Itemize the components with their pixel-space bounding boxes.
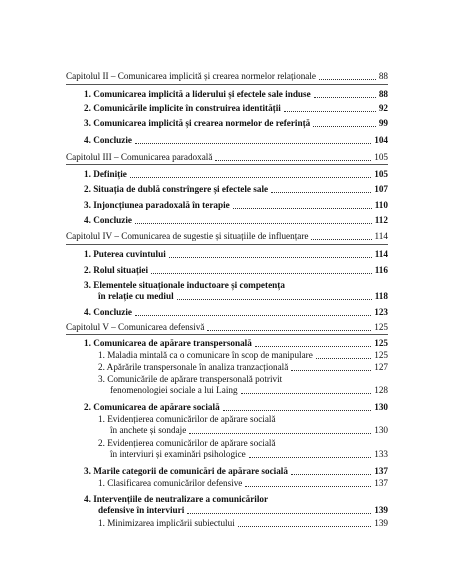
leader-dots — [314, 97, 376, 98]
leader-dots — [233, 208, 372, 209]
chapter-2-title: Capitolul II – Comunicarea implicită și crearea normelor relaționale — [66, 71, 317, 81]
leader-dots — [187, 513, 371, 514]
leader-dots — [284, 111, 376, 112]
chapter-2-heading — [66, 71, 388, 82]
leader-dots — [169, 257, 372, 258]
toc-section: 3. Marile categorii de comunicări de apărare socială 137 — [84, 466, 388, 476]
toc-section: defensive în interviuri 139 — [98, 505, 388, 515]
toc-entry-first-line: 3. Elementele situaționale inductoare și competența — [84, 280, 285, 290]
leader-dots — [135, 315, 371, 316]
toc-subentry: în interviuri și examinări psihologice 133 — [110, 449, 388, 459]
toc-section-first-line: 4. Intervențiile de neutralizare a comunicărilor — [84, 494, 269, 504]
toc-entry: 1. Definiție 105 — [84, 169, 388, 179]
toc-section: 2. Comunicarea de apărare socială 130 — [84, 402, 388, 412]
toc-entry: 2. Situația de dublă constrîngere și efectele sale 107 — [84, 184, 388, 194]
toc-entry: 2. Comunicările implicite în construirea identității 92 — [84, 103, 388, 113]
chapter-5-heading: Capitolul V – Comunicarea defensivă 125 — [66, 322, 388, 332]
leader-dots — [241, 393, 372, 394]
leader-dots — [177, 299, 372, 300]
toc-subentry-first-line: 1. Evidențierea comunicărilor de apărare socială — [98, 414, 276, 424]
chapter-5-rule — [66, 334, 388, 335]
toc-subentry: 1. Clasificarea comunicărilor defensive 137 — [98, 478, 388, 488]
leader-dots — [215, 160, 371, 161]
leader-dots — [245, 486, 371, 487]
leader-dots — [135, 143, 371, 144]
chapter-3-heading: Capitolul III – Comunicarea paradoxală 105 — [66, 152, 388, 162]
leader-dots — [223, 410, 372, 411]
leader-dots — [291, 474, 371, 475]
chapter-4-rule — [66, 244, 388, 245]
leader-dots — [189, 433, 371, 434]
toc-entry: 4. Concluzie 123 — [84, 307, 388, 317]
leader-dots — [313, 126, 376, 127]
leader-dots — [130, 177, 371, 178]
chapter-2-page: 88 — [378, 71, 388, 81]
toc-entry: 4. Concluzie 112 — [84, 215, 388, 225]
leader-dots — [319, 79, 376, 80]
toc-entry: 3. Comunicarea implicită și crearea normelor de referință 99 — [84, 118, 388, 128]
toc-entry: în relație cu mediul 118 — [98, 291, 388, 301]
toc-entry: 4. Concluzie 104 — [84, 135, 388, 145]
toc-subentry: 1. Maladia mintală ca o comunicare în scop de manipulare 125 — [98, 350, 388, 360]
leader-dots — [291, 370, 371, 371]
toc-entry: 1. Puterea cuvintului 114 — [84, 249, 388, 259]
toc-entry: 3. Injoncțiunea paradoxală în terapie 110 — [84, 200, 388, 210]
toc-subentry: fenomenologiei sociale a lui Laing 128 — [110, 385, 388, 395]
leader-dots — [207, 330, 371, 331]
leader-dots — [271, 192, 371, 193]
toc-entry: 2. Rolul situației 116 — [84, 265, 388, 275]
toc-subentry: în anchete și sondaje 130 — [110, 425, 388, 435]
toc-entry: 1. Comunicarea implicită a liderului și efectele sale induse 88 — [84, 89, 388, 99]
chapter-2-rule — [66, 84, 388, 85]
leader-dots — [255, 346, 371, 347]
toc-subentry: 1. Minimizarea implicării subiectului 139 — [98, 518, 388, 528]
leader-dots — [249, 457, 371, 458]
chapter-4-heading: Capitolul IV – Comunicarea de sugestie și situațiile de influențare 114 — [66, 231, 388, 241]
leader-dots — [311, 239, 371, 240]
toc-section: 1. Comunicarea de apărare transpersonală 125 — [84, 338, 388, 348]
leader-dots — [316, 358, 371, 359]
leader-dots — [135, 223, 372, 224]
chapter-3-rule — [66, 164, 388, 165]
toc-subentry: 2. Apărările transpersonale în analiza tranzacțională 127 — [98, 362, 388, 372]
toc-subentry-first-line: 3. Comunicările de apărare transpersonală potrivit — [98, 374, 283, 384]
leader-dots — [151, 273, 372, 274]
leader-dots — [238, 526, 371, 527]
toc-subentry-first-line: 2. Evidențierea comunicărilor de apărare socială — [98, 438, 276, 448]
